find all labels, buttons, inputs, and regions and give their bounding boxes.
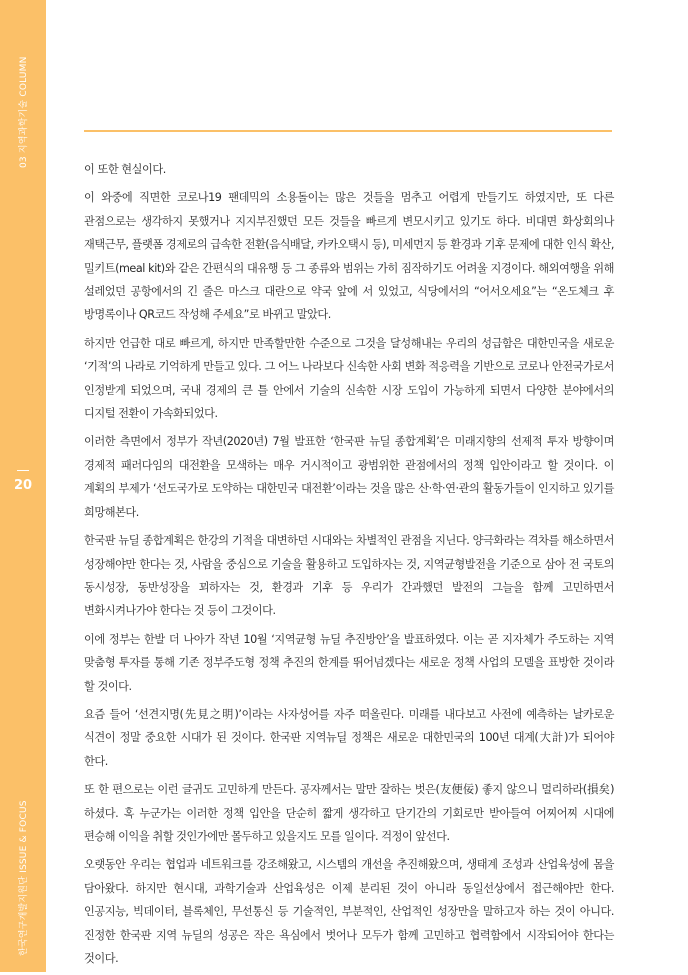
paragraph: 하지만 언급한 대로 빠르게, 하지만 만족할만한 수준으로 그것을 달성해내는 우리의 성급함은 대한민국을 새로운 ‘기적’의 나라로 기억하게 만들고 있다. 그 어느 나라보다 신속한 사회 변화 적응력을 기반으로 코로나 안전국가로서 인정받게 되었으며, 국내 경제의 큰 틀 안에서 기술의 신속한 시장 도입이 가능하게 되면서 다양한 분야에서의 디지털 전환이 가속화되었다.: [84, 336, 614, 421]
section-label: 03 지역과학기술 COLUMN: [19, 56, 29, 168]
paragraph: 이에 정부는 한발 더 나아가 작년 10월 ‘지역균형 뉴딜 추진방안’을 발표하였다. 이는 곧 지자체가 주도하는 지역 맞춤형 투자를 통해 기존 정부주도형 정책 추진의 한계를 뛰어넘겠다는 새로운 정책 사업의 모델을 표방한 것이라 할 것이다.: [84, 632, 614, 693]
page-number-divider: [17, 470, 29, 471]
paragraph: 또 한 편으로는 이런 글귀도 고민하게 만든다. 공자께서는 말만 잘하는 벗은(友便佞) 좋지 않으니 멀리하라(損矣) 하셨다. 혹 누군가는 이러한 정책 입안을 단순히 짧게 생각하고 단기간의 기회로만 받아들여 어찌어찌 시대에 편승해 이익을 취할 것인가에만 몰두하고 있을지도 모를 일이다. 걱정이 앞선다.: [84, 783, 614, 843]
header-divider: [84, 130, 612, 132]
publication-label: 한국연구개발지원단 ISSUE & FOCUS: [19, 800, 29, 956]
paragraph: 오랫동안 우리는 협업과 네트워크를 강조해왔고, 시스템의 개선을 추진해왔으며, 생태계 조성과 산업육성에 몸을 담아왔다. 하지만 현시대, 과학기술과 산업육성은 이제 분리된 것이 아니라 동일선상에서 접근해야만 한다. 인공지능, 빅데이터, 블록체인, 무선통신 등 기술적인, 부분적인, 산업적인 성장만을 말하고자 하는 것이 아니다. 진정한 한국판 지역 뉴딜의 성공은 작은 욕심에서 벗어나 모두가 함께 고민하고 협력함에서 시작되어야 한다는 것이다.: [84, 858, 614, 965]
page-number: 20: [13, 478, 33, 493]
sidebar: [0, 0, 46, 972]
article-body: [84, 158, 614, 975]
paragraph: 한국판 뉴딜 종합계획은 한강의 기적을 대변하던 시대와는 차별적인 관점을 지닌다. 양극화라는 격차를 해소하면서 성장해야만 한다는 것, 사람을 중심으로 기술을 활용하고 도입하자는 것, 지역균형발전을 기준으로 삼아 전 국토의 동시성장, 동반성장을 꾀하자는 것, 환경과 기후 등 우리가 간과했던 발전의 그늘을 함께 고민하면서 변화시켜나가야 한다는 것 등이 그것이다.: [84, 534, 614, 618]
paragraph: 이 또한 현실이다.: [84, 163, 166, 176]
paragraph: 이러한 측면에서 정부가 작년(2020년) 7월 발표한 ‘한국판 뉴딜 종합계획’은 미래지향의 선제적 투자 방향이며 경제적 패러다임의 대전환을 모색하는 매우 거시적이고 광범위한 관점에서의 정책 입안이라고 할 것이다. 이 계획의 부제가 ‘선도국가로 도약하는 대한민국 대전환’이라는 것을 많은 산·학·연·관의 활동가들이 인지하고 있기를 희망해본다.: [84, 435, 614, 519]
paragraph: 이 와중에 직면한 코로나19 팬데믹의 소용돌이는 많은 것들을 멈추고 어렵게 만들기도 하였지만, 또 다른 관점으로는 생각하지 못했거나 지지부진했던 모든 것들을 빠르게 변모시키고 있기도 하다. 비대면 화상회의나 재택근무, 플랫폼 경제로의 급속한 전환(음식배달, 카카오택시 등), 미세먼지 등 환경과 기후 문제에 대한 인식 확산, 밀키트(meal kit)와 같은 간편식의 대유행 등 그 종류와 범위는 가히 짐작하기도 어려울 지경이다. 해외여행을 위해 설레었던 공항에서의 긴 줄은 마스크 대란으로 약국 앞에 서 있었고, 식당에서의 “어서오세요”는 “온도체크 후 방명록이나 QR코드 작성해 주세요”로 바뀌고 말았다.: [84, 191, 614, 322]
paragraph: 요즘 들어 ‘선견지명(先見之明)’이라는 사자성어를 자주 떠올린다. 미래를 내다보고 사전에 예측하는 날카로운 식견이 정말 중요한 시대가 된 것이다. 한국판 지역뉴딜 정책은 새로운 대한민국의 100년 대계(大計)가 되어야 한다.: [84, 707, 614, 768]
